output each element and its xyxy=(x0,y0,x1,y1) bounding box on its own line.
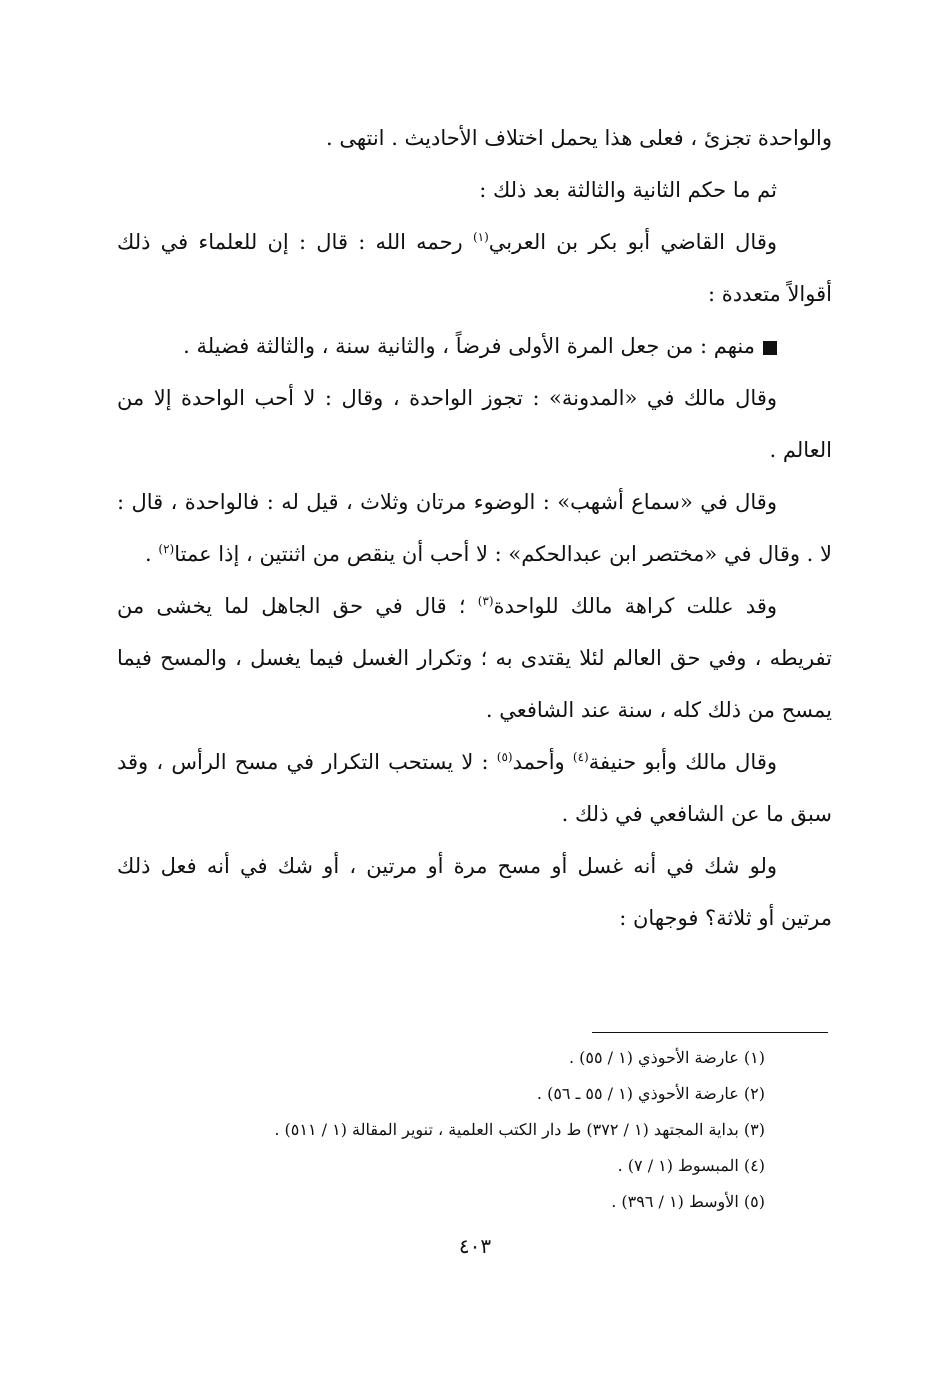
paragraph xyxy=(117,164,832,216)
paragraph-text: ولو شك في أنه غسل أو مسح مرة أو مرتين ، أو شك في أنه فعل ذلك مرتين أو ثلاثة؟ فوجهان : xyxy=(117,854,832,930)
paragraph xyxy=(117,320,832,372)
paragraph-text: منهم : من جعل المرة الأولى فرضاً ، والثانية سنة ، والثالثة فضيلة . xyxy=(183,334,755,358)
paragraph-text: : لا يستحب التكرار في مسح الرأس ، وقد سبق ما عن الشافعي في ذلك . xyxy=(117,750,832,826)
footnote: (١) عارضة الأحوذي (١ / ٥٥) . xyxy=(568,1048,765,1067)
paragraph-text: رحمه الله : قال : إن للعلماء في ذلك أقوالاً متعددة : xyxy=(117,230,832,306)
footnote: (٢) عارضة الأحوذي (١ / ٥٥ ـ ٥٦) . xyxy=(536,1084,765,1103)
black-square-bullet-icon xyxy=(763,341,777,355)
paragraph-text: وقال مالك وأبو حنيفة xyxy=(588,750,777,774)
main-text xyxy=(117,112,832,944)
paragraph-text: والواحدة تجزئ ، فعلى هذا يحمل اختلاف الأحاديث . انتهى . xyxy=(325,126,832,150)
footnotes xyxy=(105,1040,765,1220)
paragraph-text: ثم ما حكم الثانية والثالثة بعد ذلك : xyxy=(479,178,777,202)
footnote: (٥) الأوسط (١ / ٣٩٦) . xyxy=(611,1192,765,1211)
footnote-ref: (٢) xyxy=(158,542,175,556)
footnote-ref: (٤) xyxy=(572,750,589,764)
paragraph-text: وأحمد xyxy=(512,750,565,774)
paragraph-text: وقد عللت كراهة مالك للواحدة xyxy=(493,594,778,618)
paragraph xyxy=(117,476,832,580)
paragraph xyxy=(117,112,832,164)
paragraph-text: . xyxy=(145,542,152,566)
paragraph-text: وقال في «سماع أشهب» : الوضوء مرتان وثلاث ، قيل له : فالواحدة ، قال : لا . وقال في «مختصر ابن عبدالحكم» : لا أحب أن ينقص من اثنتين ، إذا عمتا xyxy=(117,490,832,566)
paragraph-text: ؛ قال في حق الجاهل لما يخشى من تفريطه ، وفي حق العالم لئلا يقتدى به ؛ وتكرار الغسل فيما يغسل ، والمسح فيما يمسح من ذلك كله ، سنة عند الشافعي . xyxy=(117,594,832,722)
footnote-ref: (٣) xyxy=(477,594,494,608)
paragraph xyxy=(117,736,832,840)
footnote-separator xyxy=(592,1032,828,1033)
page-number: ٤٠٣ xyxy=(458,1234,492,1258)
paragraph-text: وقال مالك في «المدونة» : تجوز الواحدة ، وقال : لا أحب الواحدة إلا من العالم . xyxy=(117,386,832,462)
footnote: (٣) بداية المجتهد (١ / ٣٧٢) ط دار الكتب العلمية ، تنوير المقالة (١ / ٥١١) . xyxy=(274,1120,765,1139)
paragraph-text: وقال القاضي أبو بكر بن العربي xyxy=(488,230,777,254)
paragraph xyxy=(117,840,832,944)
paragraph xyxy=(117,216,832,320)
footnote-ref: (٥) xyxy=(496,750,513,764)
footnote: (٤) المبسوط (١ / ٧) . xyxy=(617,1156,765,1175)
footnote-ref: (١) xyxy=(472,230,489,244)
paragraph xyxy=(117,372,832,476)
paragraph xyxy=(117,580,832,736)
